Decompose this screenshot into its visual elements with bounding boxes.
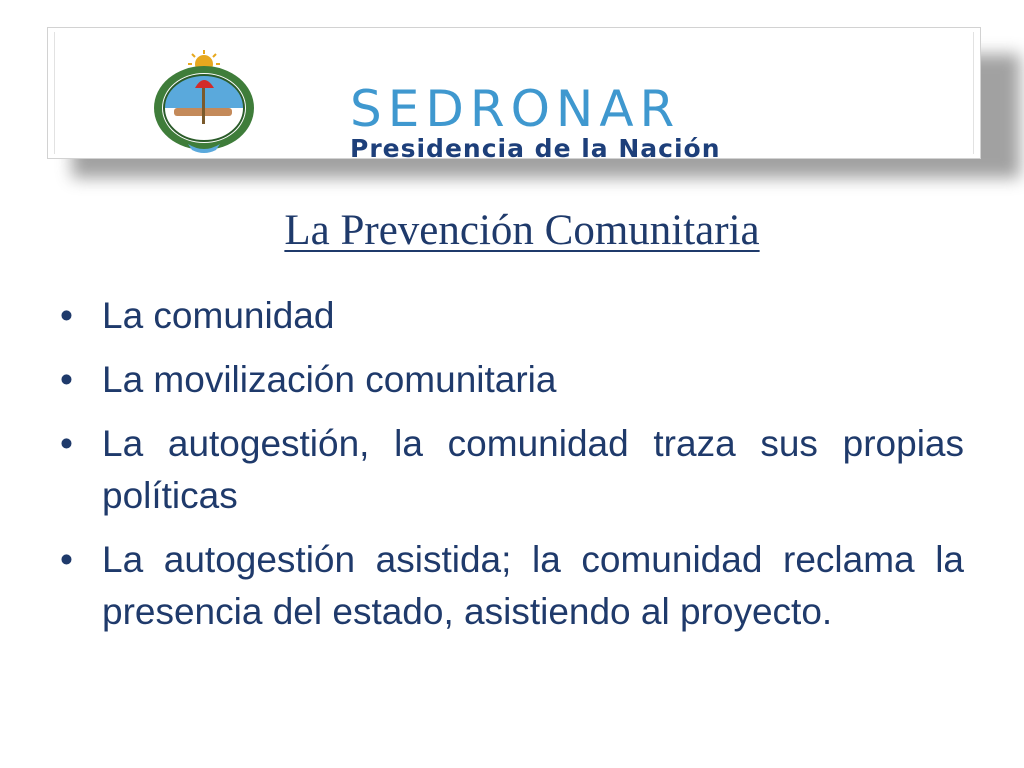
- brand-subtitle: Presidencia de la Nación: [350, 134, 721, 163]
- list-item-text: La autogestión, la comunidad traza sus propias políticas: [102, 423, 964, 516]
- bullet-mark: •: [60, 359, 73, 400]
- list-item: [60, 534, 964, 638]
- header-banner: [47, 27, 981, 163]
- list-item: [60, 354, 964, 406]
- list-item: [60, 290, 964, 342]
- list-item-text: La autogestión asistida; la comunidad reclama la presencia del estado, asistiendo al proyecto.: [102, 539, 964, 632]
- list-item-text: La movilización comunitaria: [102, 359, 557, 400]
- list-item-text: La comunidad: [102, 295, 335, 336]
- slide-title: La Prevención Comunitaria: [284, 207, 760, 254]
- bullet-mark: •: [60, 295, 73, 336]
- bullet-list: [60, 290, 964, 650]
- list-item: [60, 418, 964, 522]
- argentina-coat-of-arms-icon: [144, 48, 262, 158]
- bullet-mark: •: [60, 539, 73, 580]
- brand-name: SEDRONAR: [350, 80, 681, 138]
- bullet-mark: •: [60, 423, 73, 464]
